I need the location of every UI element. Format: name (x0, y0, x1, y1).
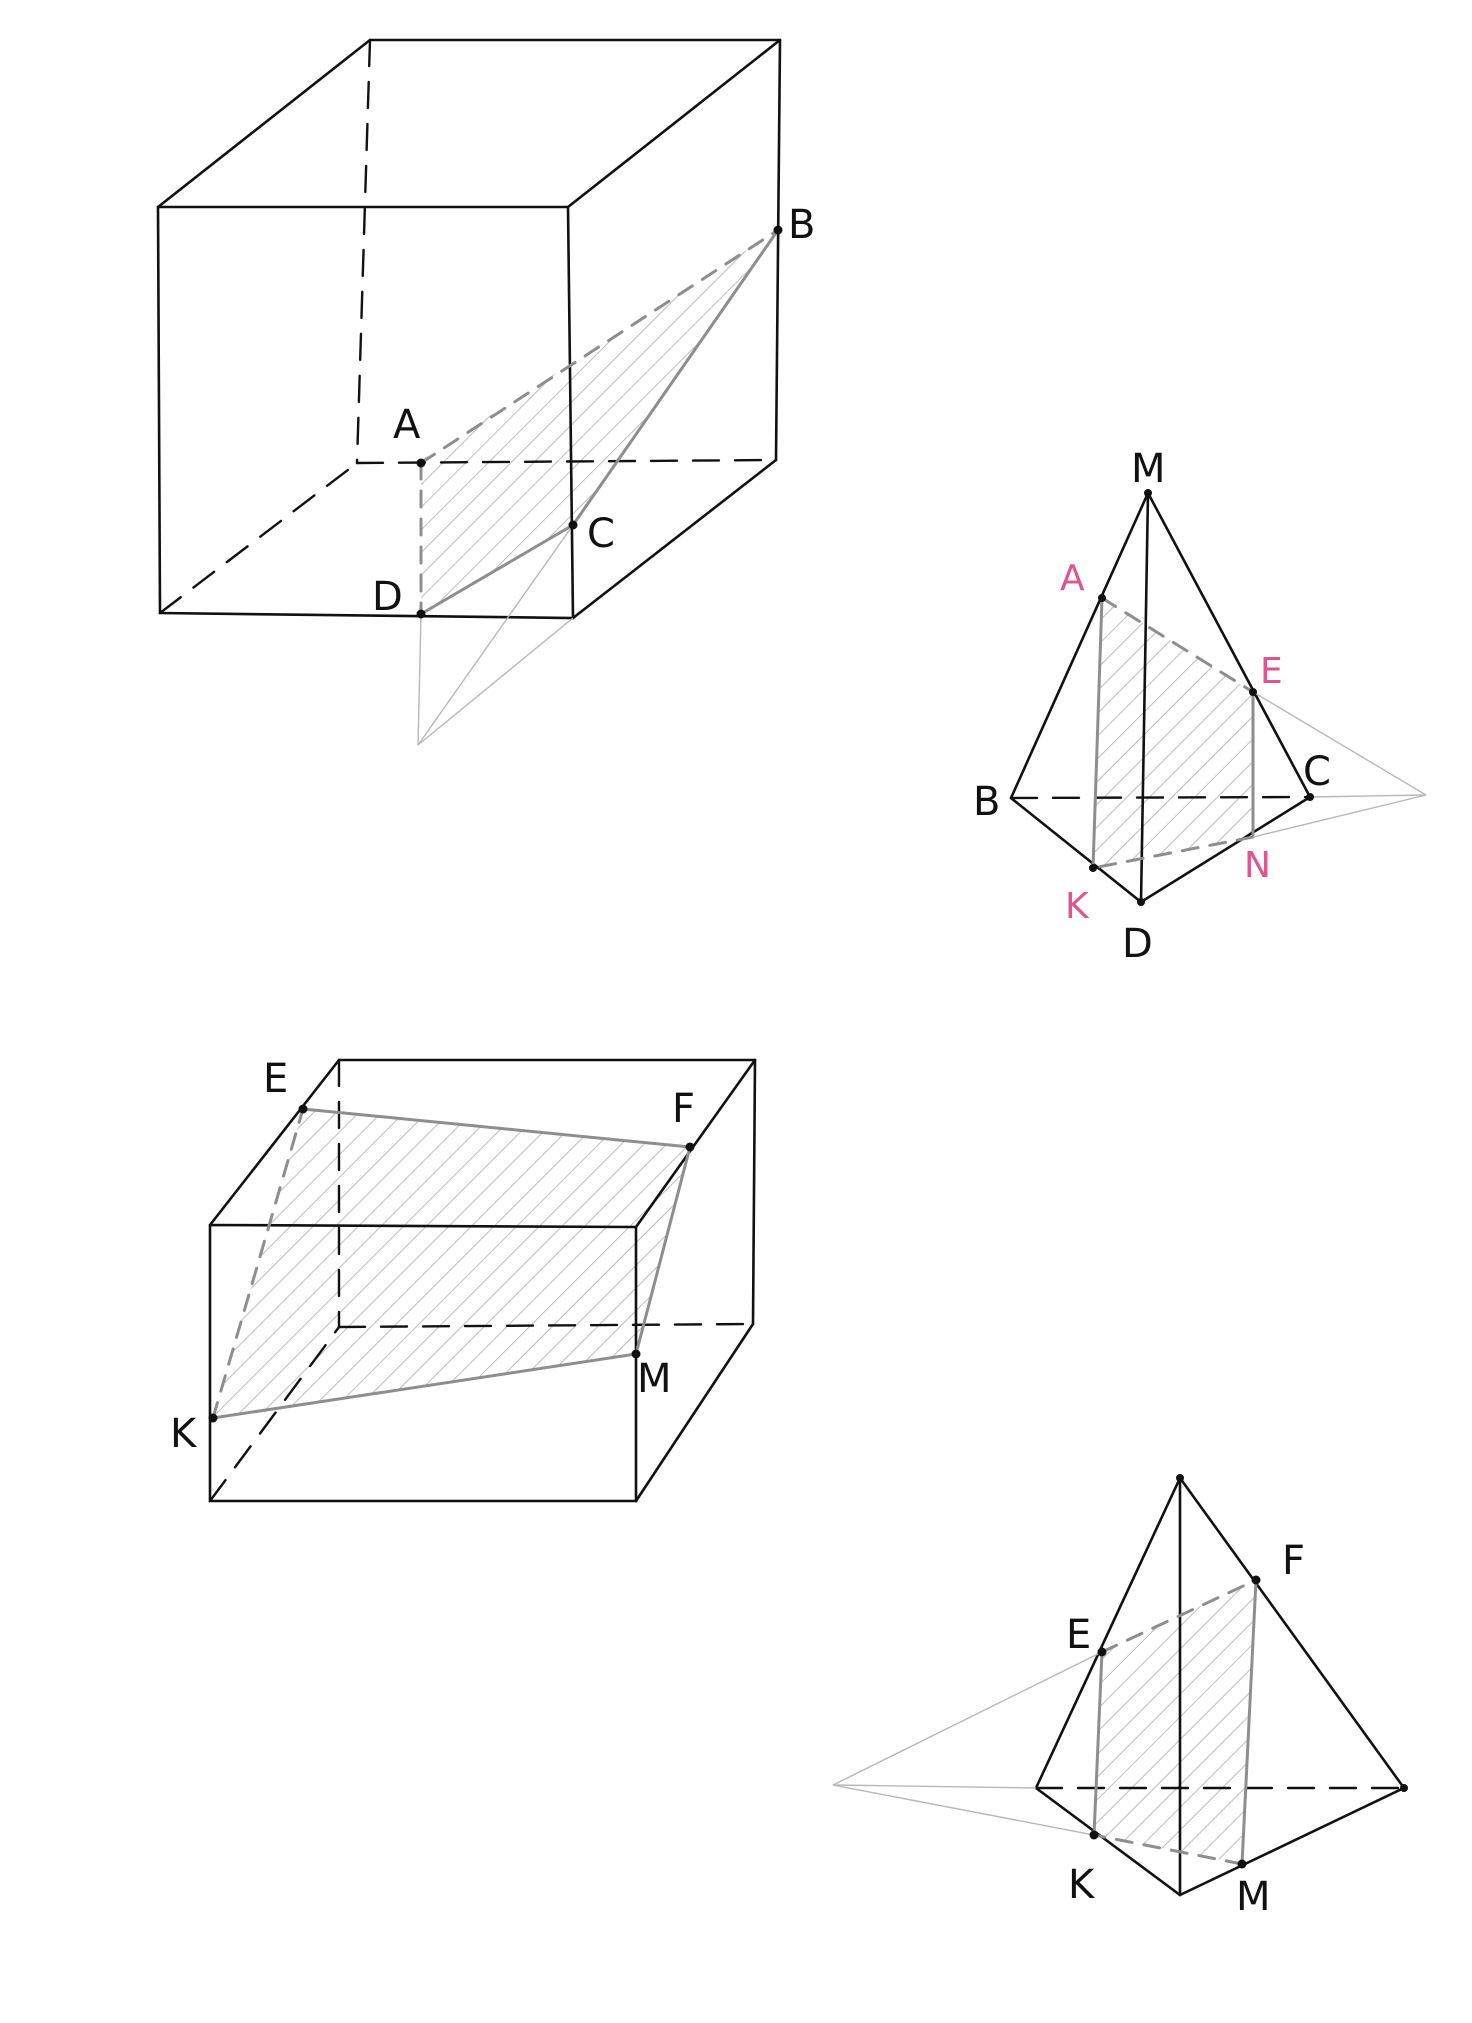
label-f: F (1282, 1538, 1306, 1584)
cube-top-left-edge (158, 40, 370, 207)
tetrahedron-figure-upper (973, 446, 1426, 967)
box-back-right-edge (753, 1060, 755, 1324)
cube-figure (158, 40, 815, 745)
label-m: M (1236, 1874, 1271, 1920)
construction-line (1310, 795, 1426, 797)
label-m: M (637, 1356, 672, 1402)
point-k (209, 1414, 218, 1423)
construction-line (833, 1785, 1036, 1788)
point-a (1098, 594, 1106, 602)
box-section-hatch (213, 1109, 690, 1418)
label-c: C (587, 511, 615, 557)
label-b: B (788, 202, 816, 248)
label-k: K (1065, 886, 1089, 927)
construction-line (833, 1652, 1102, 1785)
point-c (569, 521, 578, 530)
label-a: A (393, 402, 421, 448)
construction-line (1253, 692, 1426, 795)
edge-bc-hidden (1011, 797, 1310, 798)
label-f: F (672, 1086, 696, 1132)
label-d: D (372, 574, 403, 620)
point-e (299, 1105, 308, 1114)
label-k: K (170, 1411, 197, 1457)
label-e: E (1066, 1612, 1092, 1658)
label-b: B (973, 779, 1001, 825)
point-b (774, 226, 783, 235)
point-apex (1176, 1474, 1184, 1482)
tetra-section-hatch (1093, 598, 1253, 868)
point-right (1400, 1784, 1408, 1792)
point-d (1137, 898, 1145, 906)
tetra-lower-section-hatch (1094, 1580, 1256, 1864)
point-a (417, 459, 426, 468)
point-k (1090, 1831, 1099, 1840)
construction-line (418, 614, 421, 745)
point-f (686, 1143, 695, 1152)
label-d: D (1122, 921, 1153, 967)
construction-line (833, 1785, 1094, 1835)
label-e: E (1260, 651, 1283, 692)
box-figure (170, 1056, 755, 1501)
point-e (1249, 688, 1257, 696)
label-m: M (1131, 446, 1166, 492)
box-bottom-right-edge (636, 1324, 753, 1501)
point-e (1098, 1648, 1107, 1657)
construction-line (418, 618, 573, 745)
label-n: N (1244, 845, 1271, 886)
label-k: K (1068, 1862, 1095, 1908)
label-a: A (1060, 558, 1085, 599)
cube-top-right-edge (568, 40, 780, 207)
cube-hidden-vertical-edge (357, 40, 370, 463)
point-m (1238, 1860, 1247, 1869)
cube-back-right-edge (776, 40, 780, 460)
tetrahedron-figure-lower (833, 1474, 1408, 1920)
point-k (1089, 864, 1097, 872)
point-d (417, 610, 426, 619)
label-e: E (263, 1056, 289, 1102)
point-f (1252, 1576, 1261, 1585)
cube-hidden-left-bottom-edge (160, 463, 357, 613)
label-c: C (1303, 749, 1331, 795)
